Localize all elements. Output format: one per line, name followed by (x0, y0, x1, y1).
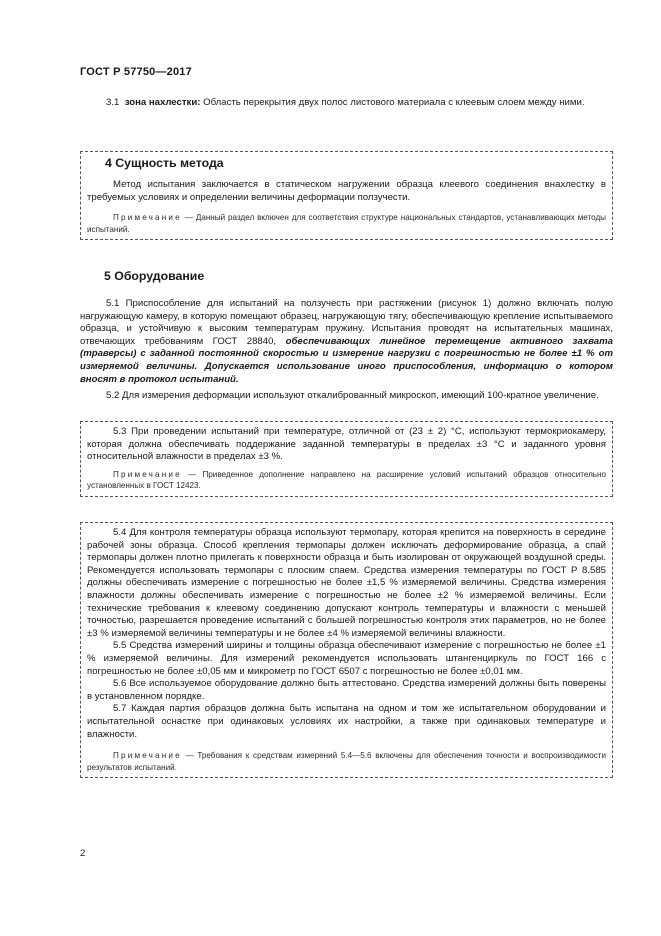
clause-3-1 (80, 97, 613, 110)
section-4-body: Метод испытания заключается в статическом нагружении образца клеевого соединения внахлестку в требуемых условиях и определении величины деформации ползучести. (87, 179, 606, 203)
clause-5-1-plain: 5.1 Приспособление для испытаний на ползучесть при растяжении (рисунок 1) должно включать полую нагружающую камеру, в которую помещают образец, нагружающую тягу, обеспечивающую крепление испытываемого образца, и устойчивую к высоким температурам пружину. Испытания проводят на испытательных машинах, отвечающих требованиям ГОСТ 28840, (80, 298, 613, 347)
section-5-title: 5 Оборудование (104, 269, 205, 283)
document-header: ГОСТ Р 57750—2017 (80, 66, 192, 78)
clause-5-1 (80, 298, 613, 386)
page-number: 2 (80, 848, 86, 859)
clause-5-3-box (80, 421, 613, 497)
clause-5-2: 5.2 Для измерения деформации используют откалиброванный микроскоп, имеющий 100-кратное увеличение. (106, 390, 599, 401)
clause-5-7: 5.7 Каждая партия образцов должна быть испытана на одном и том же испытательном оборудовании и испытательной оснастке при одинаковых условиях их настройки, а также при одинаковых температуре и влажности. (87, 703, 606, 740)
clause-3-1-text: Область перекрытия двух полос листового материала с клеевым слоем между ними. (203, 97, 585, 108)
clause-5-3-note (87, 469, 606, 492)
clause-5-4: 5.4 Для контроля температуры образца используют термопару, которая крепится на поверхность в середине рабочей зоны образца. Способ крепления термопары должен исключать деформирование образца, а спай термопары должен плотно прилегать к поверхности образца и быть изолирован от окружающей воздушной среды. Рекомендуется использовать термопары с плоским спаем. Средства измерения температуры по ГОСТ Р 8.585 должны обеспечивать измерение с погрешностью не более ±1,5 % измеряемой величины. Средства измерения влажности должны обеспечивать измерение с погрешностью не более ±2 % измеряемой величины. Если технические требования к клеевому соединению допускают контроль температуры и влажности с меньшей точностью, разрешается проведение испытаний с большей погрешностью контроля этих параметров, но не более ±3 % измеряемой величины температуры и не более ±4 % измеряемой величины влажности. (87, 527, 606, 639)
section-4-title: 4 Сущность метода (105, 156, 224, 170)
clause-5-4-note (87, 750, 606, 773)
clause-5-6: 5.6 Все используемое оборудование должно быть аттестовано. Средства измерений должны быть поверены в установленном порядке. (87, 678, 606, 702)
section-4-note-lead: Примечание (113, 213, 182, 223)
section-4-note (87, 212, 606, 235)
clause-3-1-term: зона нахлестки: (124, 97, 201, 108)
clause-5-3-note-text: — Приведенное дополнение направлено на расширение условий испытаний образцов относительно установленных в ГОСТ 12423. (87, 469, 606, 491)
clause-5-3-note-lead: Примечание (113, 469, 182, 479)
clause-5-3: 5.3 При проведении испытаний при температуре, отличной от (23 ± 2) °С, используют термокриокамеру, которая должна обеспечивать поддержание заданной температуры в пределах ±3 °С и заданного уровня относительной влажности в пределах ±3 %. (87, 426, 606, 463)
clause-5-4-note-text: — Требования к средствам измерений 5.4—5.6 включены для обеспечения точности и воспроизводимости результатов испытаний. (87, 751, 606, 772)
section-4-box (80, 151, 613, 240)
clause-3-1-number: 3.1 (106, 97, 120, 108)
clause-5-5: 5.5 Средства измерений ширины и толщины образца обеспечивают измерение с погрешностью не более ±1 % измеряемой величины. Для измерений рекомендуется использовать штангенциркуль по ГОСТ 166 с погрешностью не более ±0,05 мм и микрометр по ГОСТ 6507 с погрешностью не более ±0,01 мм. (87, 640, 606, 677)
clause-5-4-note-lead: Примечание (113, 751, 182, 761)
clause-5-1-bold: обеспечивающих линейное перемещение активного захвата (траверсы) с заданной постоянной скоростью и измерение нагрузки с погрешностью не более ±1 % от измеряемой величины. Допускается использование иного приспособления, информацию о котором вносят в протокол испытаний. (80, 335, 613, 385)
clause-5-4-box (80, 522, 613, 778)
section-4-note-text: — Данный раздел включен для соответствия структуре национальных стандартов, устанавливающих методы испытаний. (87, 213, 606, 234)
